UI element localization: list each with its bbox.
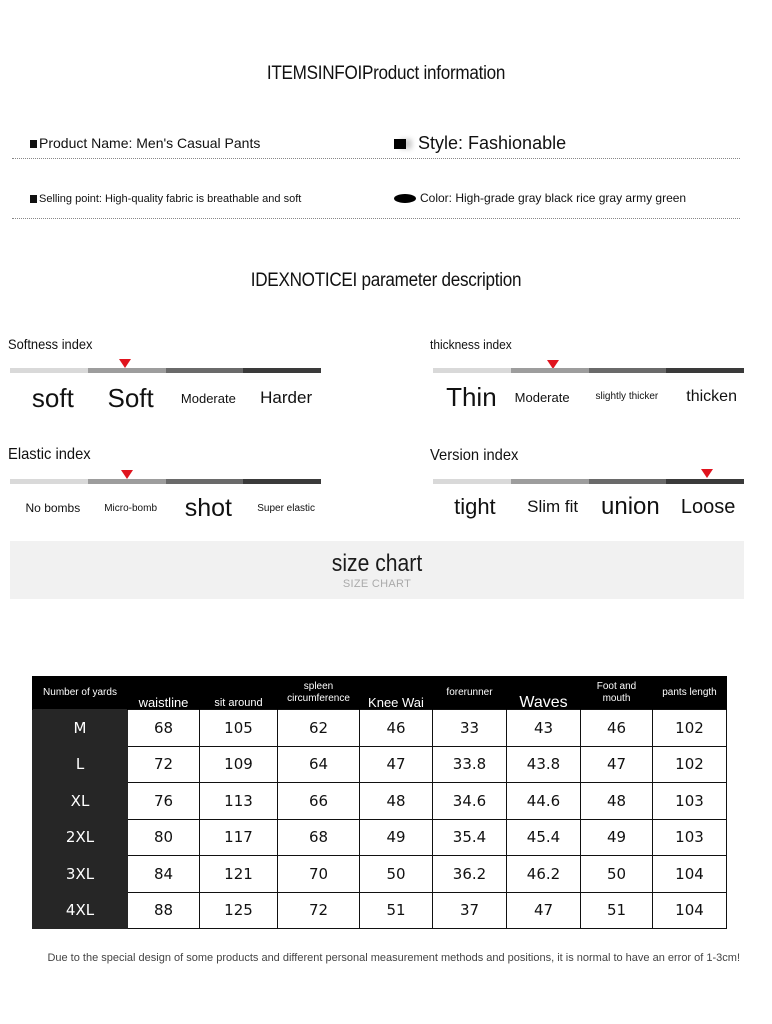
elastic-option: shot bbox=[184, 493, 232, 522]
elastic-option: Super elastic bbox=[257, 502, 316, 514]
col-header: Knee Wai bbox=[360, 676, 433, 710]
measurement-cell: 80 bbox=[128, 819, 200, 856]
measurement-cell: 43 bbox=[507, 710, 581, 747]
measurement-cell: 49 bbox=[360, 819, 433, 856]
version-option: Slim fit bbox=[527, 497, 579, 516]
param-title: IDEXNOTICEI parameter description bbox=[250, 270, 522, 291]
version-options bbox=[436, 491, 747, 523]
measurement-cell: 70 bbox=[278, 856, 360, 893]
bullet-icon bbox=[30, 195, 37, 203]
measurement-cell: 46 bbox=[360, 710, 433, 747]
measurement-cell: 66 bbox=[278, 783, 360, 820]
size-chart-subtitle: SIZE CHART bbox=[342, 578, 412, 590]
col-header: spleen circumference bbox=[278, 676, 360, 710]
selling-point-row bbox=[30, 193, 301, 205]
measurement-cell: 36.2 bbox=[433, 856, 507, 893]
elastic-bar bbox=[10, 479, 321, 484]
measurement-cell: 68 bbox=[128, 710, 200, 747]
softness-option: Harder bbox=[260, 388, 313, 407]
measurement-cell: 125 bbox=[200, 892, 278, 929]
measurement-cell: 102 bbox=[653, 710, 727, 747]
table-row bbox=[33, 892, 727, 929]
measurement-cell: 37 bbox=[433, 892, 507, 929]
color-text: Color: High-grade gray black rice gray army green bbox=[420, 191, 687, 205]
measurement-cell: 48 bbox=[360, 783, 433, 820]
col-header: Number of yards bbox=[33, 676, 128, 710]
table-row bbox=[33, 856, 727, 893]
table-row bbox=[33, 746, 727, 783]
thickness-option: Thin bbox=[446, 381, 497, 412]
elastic-option: Micro-bomb bbox=[104, 502, 158, 514]
measurement-cell: 109 bbox=[200, 746, 278, 783]
softness-label: Softness index bbox=[8, 336, 93, 352]
measurement-cell: 43.8 bbox=[507, 746, 581, 783]
product-name: Product Name: Men's Casual Pants bbox=[39, 135, 261, 151]
bullet-icon bbox=[30, 140, 37, 148]
size-table-header bbox=[33, 676, 727, 710]
measurement-cell: 105 bbox=[200, 710, 278, 747]
measurement-cell: 103 bbox=[653, 783, 727, 820]
measurement-cell: 84 bbox=[128, 856, 200, 893]
measurement-cell: 64 bbox=[278, 746, 360, 783]
product-info-title: ITEMSINFOIProduct information bbox=[266, 63, 506, 84]
measurement-cell: 34.6 bbox=[433, 783, 507, 820]
softness-option: Soft bbox=[107, 382, 154, 413]
elastic-options bbox=[14, 492, 325, 524]
measurement-cell: 35.4 bbox=[433, 819, 507, 856]
size-cell: 4XL bbox=[33, 892, 128, 929]
style-text: Style: Fashionable bbox=[418, 133, 567, 153]
measurement-cell: 104 bbox=[653, 856, 727, 893]
measurement-cell: 46 bbox=[581, 710, 653, 747]
version-option: union bbox=[601, 493, 660, 520]
thickness-option: slightly thicker bbox=[595, 391, 659, 402]
style-row bbox=[394, 133, 566, 154]
product-name-row bbox=[30, 135, 260, 151]
thickness-label: thickness index bbox=[430, 337, 512, 352]
size-cell: L bbox=[33, 746, 128, 783]
col-header: forerunner bbox=[433, 676, 507, 710]
measurement-cell: 50 bbox=[581, 856, 653, 893]
elastic-option: No bombs bbox=[25, 501, 81, 515]
measurement-cell: 51 bbox=[360, 892, 433, 929]
measurement-cell: 68 bbox=[278, 819, 360, 856]
measurement-cell: 47 bbox=[507, 892, 581, 929]
measurement-cell: 72 bbox=[128, 746, 200, 783]
measurement-cell: 47 bbox=[360, 746, 433, 783]
measurement-cell: 117 bbox=[200, 819, 278, 856]
table-row bbox=[33, 783, 727, 820]
measurement-cell: 50 bbox=[360, 856, 433, 893]
softness-option: soft bbox=[31, 382, 74, 413]
divider bbox=[12, 218, 740, 219]
thickness-option: thicken bbox=[686, 388, 737, 405]
measurement-cell: 33 bbox=[433, 710, 507, 747]
thickness-bar bbox=[433, 368, 744, 373]
softness-options bbox=[14, 382, 325, 414]
measurement-cell: 51 bbox=[581, 892, 653, 929]
size-cell: 2XL bbox=[33, 819, 128, 856]
color-row bbox=[394, 191, 686, 205]
size-cell: M bbox=[33, 710, 128, 747]
divider bbox=[12, 158, 740, 159]
version-label: Version index bbox=[430, 447, 519, 464]
col-header: Waves bbox=[507, 676, 581, 710]
version-bar bbox=[433, 479, 744, 484]
measurement-cell: 45.4 bbox=[507, 819, 581, 856]
col-header: pants length bbox=[653, 676, 727, 710]
measurement-cell: 48 bbox=[581, 783, 653, 820]
measurement-cell: 44.6 bbox=[507, 783, 581, 820]
measurement-note: Due to the special design of some products and different personal measurement methods and positions, it is normal to have an error of 1-3cm! bbox=[47, 952, 740, 964]
thickness-options bbox=[436, 380, 747, 414]
bullet-icon bbox=[394, 139, 406, 149]
elastic-marker bbox=[121, 470, 133, 479]
measurement-cell: 102 bbox=[653, 746, 727, 783]
size-cell: XL bbox=[33, 783, 128, 820]
softness-bar bbox=[10, 368, 321, 373]
table-row bbox=[33, 710, 727, 747]
measurement-cell: 76 bbox=[128, 783, 200, 820]
size-cell: 3XL bbox=[33, 856, 128, 893]
version-option: Loose bbox=[680, 495, 736, 518]
col-header: waistline bbox=[128, 676, 200, 710]
measurement-cell: 72 bbox=[278, 892, 360, 929]
measurement-cell: 104 bbox=[653, 892, 727, 929]
brush-stroke-icon bbox=[394, 194, 416, 203]
measurement-cell: 47 bbox=[581, 746, 653, 783]
size-chart-banner bbox=[10, 541, 744, 599]
measurement-cell: 121 bbox=[200, 856, 278, 893]
thickness-option: Moderate bbox=[514, 389, 570, 405]
measurement-cell: 46.2 bbox=[507, 856, 581, 893]
col-header: Foot and mouth bbox=[581, 676, 653, 710]
measurement-cell: 103 bbox=[653, 819, 727, 856]
size-chart-title: size chart bbox=[331, 550, 423, 577]
measurement-cell: 62 bbox=[278, 710, 360, 747]
measurement-cell: 33.8 bbox=[433, 746, 507, 783]
softness-option: Moderate bbox=[180, 390, 236, 406]
selling-point: Selling point: High-quality fabric is breathable and soft bbox=[39, 193, 302, 205]
softness-marker bbox=[119, 359, 131, 368]
col-header: sit around bbox=[200, 676, 278, 710]
measurement-cell: 88 bbox=[128, 892, 200, 929]
version-marker bbox=[701, 469, 713, 478]
elastic-label: Elastic index bbox=[8, 446, 91, 463]
measurement-cell: 113 bbox=[200, 783, 278, 820]
table-row bbox=[33, 819, 727, 856]
version-option: tight bbox=[454, 494, 496, 519]
measurement-cell: 49 bbox=[581, 819, 653, 856]
size-table bbox=[32, 676, 727, 929]
